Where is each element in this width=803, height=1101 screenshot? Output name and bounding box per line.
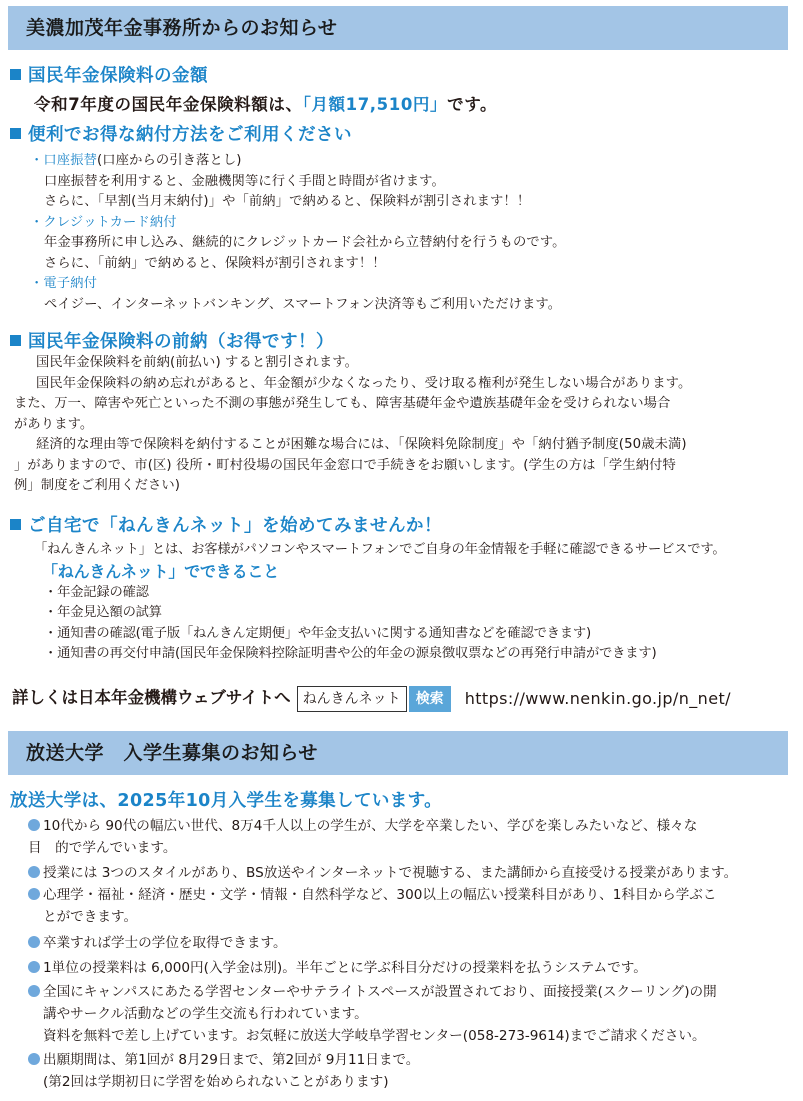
nenkin-net-feature: ・通知書の再交付申請(国民年金保険料控除証明書や公的年金の源泉徴収票などの再発行申請ができます) <box>44 646 657 661</box>
university-notice-title: 放送大学 入学生募集のお知らせ <box>8 731 788 775</box>
methods-heading <box>10 121 352 146</box>
university-item-line: 心理学・福祉・経済・歴史・文学・情報・自然科学など、300以上の幅広い授業科目があり、1科目から学ぶこ <box>43 887 717 903</box>
university-item-line: 卒業すれば学士の学位を取得できます。 <box>43 935 287 951</box>
circle-bullet-icon <box>28 961 40 973</box>
university-item-line: とができます。 <box>43 909 138 925</box>
prepay-body <box>14 353 792 497</box>
university-item <box>28 981 788 1047</box>
search-lead: 詳しくは日本年金機構ウェブサイトへ <box>12 688 291 707</box>
amount-heading-text: 国民年金保険料の金額 <box>28 66 208 86</box>
circle-bullet-icon <box>28 888 40 900</box>
amount-text-before: 令和7年度の国民年金保険料額は、 <box>34 95 303 114</box>
circle-bullet-icon <box>28 866 40 878</box>
prepay-line: 経済的な理由等で保険料を納付することが困難な場合には、「保険料免除制度」や「納付猶予制度(50歳未満) <box>36 437 687 452</box>
prepay-line: 国民年金保険料を前納(前払い) すると割引されます。 <box>36 355 358 370</box>
circle-bullet-icon <box>28 1053 40 1065</box>
method-label-text: ・口座振替 <box>30 153 97 168</box>
method-label: ・電子納付 <box>30 276 97 291</box>
nenkin-net-intro: 「ねんきんネット」とは、お客様がパソコンやスマートフォンでご自身の年金情報を手軽に確認できるサービスです。 <box>34 542 726 557</box>
university-item <box>28 1049 788 1093</box>
university-item-line: 目 的で学んでいます。 <box>28 840 177 856</box>
method-label-note: (口座からの引き落とし) <box>96 153 242 168</box>
circle-bullet-icon <box>28 985 40 997</box>
prepay-heading-text: 国民年金保険料の前納（お得です！） <box>28 332 334 352</box>
university-item-line: 授業には 3つのスタイルがあり、BS放送やインターネットで視聴する、また講師から直接受ける授業があります。 <box>43 865 738 881</box>
prepay-line: また、万一、障害や死亡といった不測の事態が発生しても、障害基礎年金や遺族基礎年金を受けられない場合 <box>14 396 671 411</box>
university-item <box>28 862 788 884</box>
amount-statement <box>34 91 497 115</box>
university-lead: 放送大学は、2025年10月入学生を募集しています。 <box>10 791 443 811</box>
method-label: ・クレジットカード納付 <box>30 214 177 230</box>
circle-bullet-icon <box>28 819 40 831</box>
university-item-line: (第2回は学期初日に学習を始められないことがあります) <box>43 1074 389 1090</box>
square-bullet-icon <box>10 519 21 530</box>
method-line: さらに、「早割(当月末納付)」や「前納」で納めると、保険料が割引されます！！ <box>44 194 531 209</box>
university-item <box>28 957 788 979</box>
amount-text-after: です。 <box>447 95 498 114</box>
prepay-line: 」がありますので、市(区) 役所・町村役場の国民年金窓口で手続きをお願いします。(学生の方は「学生納付特 <box>14 457 676 473</box>
university-item <box>28 932 788 954</box>
website-url[interactable]: https://www.nenkin.go.jp/n_net/ <box>464 689 731 708</box>
method-line: 年金事務所に申し込み、継続的にクレジットカード会社から立替納付を行うものです。 <box>44 235 566 250</box>
prepay-line: 国民年金保険料の納め忘れがあると、年金額が少なくなったり、受け取る権利が発生しない場合があります。 <box>36 375 692 391</box>
nenkin-net-body <box>34 540 794 665</box>
prepay-line: があります。 <box>14 416 94 432</box>
nenkin-net-feature: ・通知書の確認(電子版「ねんきん定期便」や年金支払いに関する通知書などを確認できます) <box>44 625 591 641</box>
search-keyword-box[interactable]: ねんきんネット <box>297 686 407 712</box>
square-bullet-icon <box>10 335 21 346</box>
university-item <box>28 815 788 859</box>
amount-value: 「月額17,510円」 <box>302 95 448 114</box>
university-item-line: 10代から 90代の幅広い世代、8万4千人以上の学生が、大学を卒業したい、学びを楽しみたいなど、様々な <box>43 818 698 834</box>
prepay-heading <box>10 328 334 353</box>
square-bullet-icon <box>10 69 21 80</box>
method-line: さらに、「前納」で納めると、保険料が割引されます！！ <box>44 255 386 271</box>
university-item-line: 出願期間は、第1回が 8月29日まで、第2回が 9月11日まで。 <box>43 1052 420 1068</box>
nenkin-net-feature: ・年金見込額の試算 <box>44 605 162 620</box>
search-guide <box>12 684 731 712</box>
university-item-line: 資料を無料で差し上げています。お気軽に放送大学岐阜学習センター(058-273-9614)までご請求ください。 <box>43 1028 706 1044</box>
nenkin-net-feature: ・年金記録の確認 <box>44 584 149 600</box>
amount-heading <box>10 62 208 87</box>
university-item-line: 講やサークル活動などの学生交流も行われています。 <box>43 1006 368 1022</box>
search-button[interactable]: 検索 <box>409 686 451 712</box>
method-line: ペイジー、インターネットバンキング、スマートフォン決済等もご利用いただけます。 <box>44 296 562 312</box>
university-item-line: 全国にキャンパスにあたる学習センターやサテライトスペースが設置されており、面接授業(スクーリング)の開 <box>43 984 717 1000</box>
method-line: 口座振替を利用すると、金融機関等に行く手間と時間が省けます。 <box>44 173 445 189</box>
method-label <box>30 151 800 172</box>
nenkin-net-heading <box>10 512 442 537</box>
circle-bullet-icon <box>28 936 40 948</box>
pension-office-notice-title: 美濃加茂年金事務所からのお知らせ <box>8 6 788 50</box>
university-item <box>28 884 788 928</box>
prepay-line: 例」制度をご利用ください) <box>14 478 181 493</box>
methods-heading-text: 便利でお得な納付方法をご利用ください <box>28 125 352 145</box>
university-item-line: 1単位の授業料は 6,000円(入学金は別)。半年ごとに学ぶ科目分だけの授業料を払うシステムです。 <box>43 960 647 976</box>
methods-list <box>30 151 800 315</box>
nenkin-net-heading-text: ご自宅で「ねんきんネット」を始めてみませんか！ <box>28 516 442 536</box>
nenkin-net-subheading: 「ねんきんネット」でできること <box>42 561 280 581</box>
square-bullet-icon <box>10 128 21 139</box>
